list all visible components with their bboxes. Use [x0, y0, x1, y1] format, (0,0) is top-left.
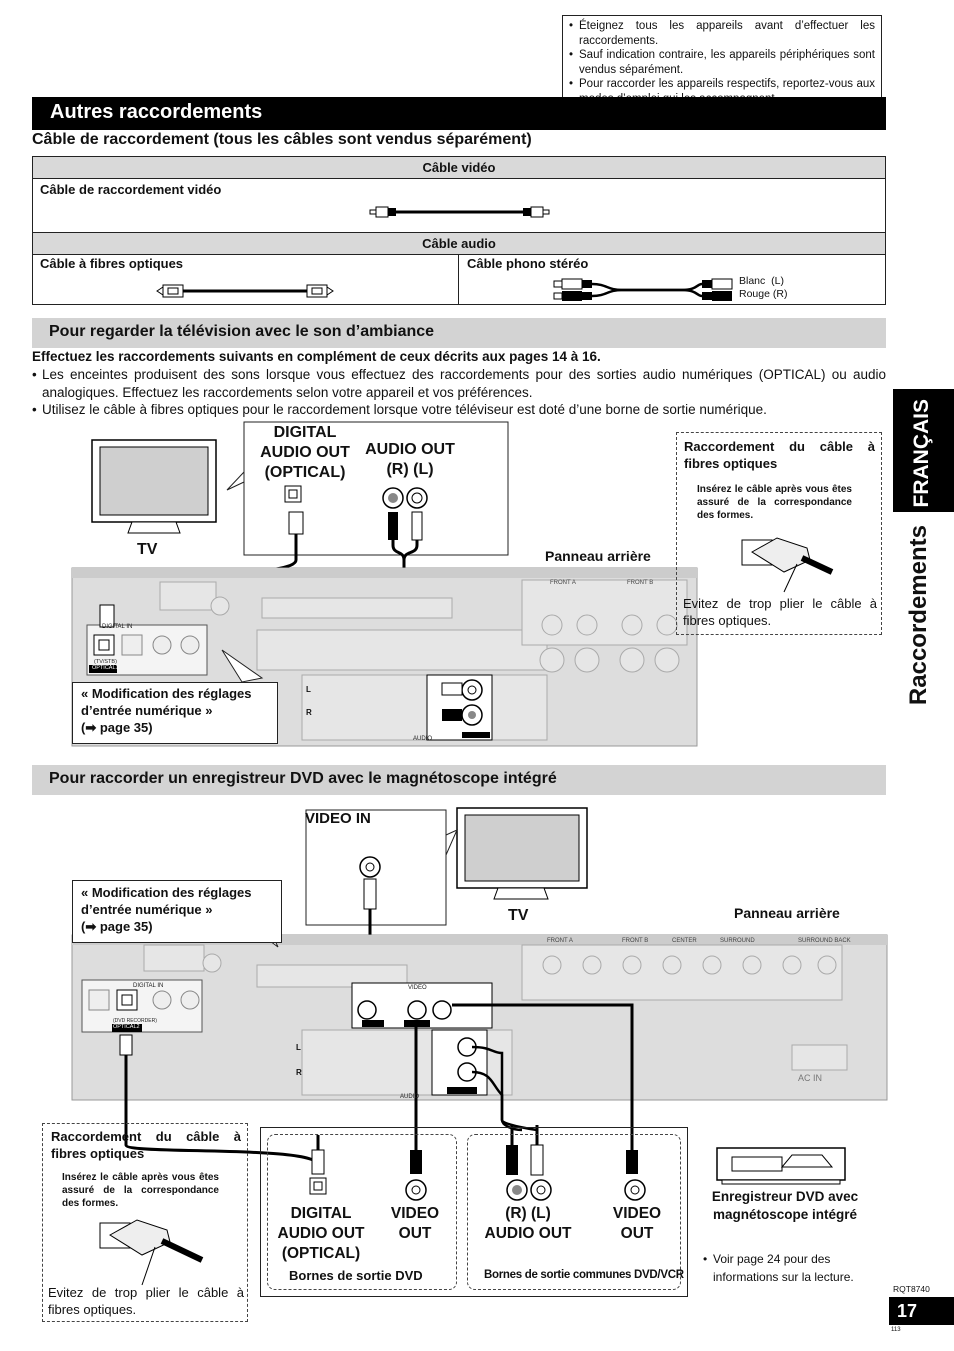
- phono-cable-label: Câble phono stéréo: [467, 256, 589, 271]
- vcr-label: VCR: [437, 1020, 449, 1026]
- video-cable-label: Câble de raccordement vidéo: [40, 182, 222, 197]
- tvstb-label: (TV/STB): [94, 659, 117, 665]
- dvd-digital-out-label: DIGITAL AUDIO OUT (OPTICAL): [277, 1205, 365, 1262]
- common-video-out-label: VIDEO OUT: [612, 1205, 662, 1242]
- dvd-front-a-label: FRONT A: [547, 938, 573, 944]
- dvd-fiber-insert-note: Insérez le câble après vous êtes assuré de la correspondance des formes.: [62, 1172, 219, 1209]
- page-number-tab: [889, 1297, 954, 1325]
- dvd-section-title: Pour raccorder un enregistreur DVD avec le magnétoscope intégré: [49, 770, 557, 787]
- tv-section-header: [32, 318, 886, 348]
- note-item: • Éteignez tous les appareils avant d’effectuer les raccordements.: [579, 19, 875, 48]
- tv-section-title: Pour regarder la télévision avec le son d’ambiance: [49, 323, 435, 340]
- tv-label: TV: [137, 541, 158, 558]
- footer-small: 113: [891, 1327, 901, 1333]
- tv-digital-out-label: DIGITAL AUDIO OUT (OPTICAL): [260, 424, 350, 481]
- language-tab: [893, 389, 954, 512]
- dvd-r-label: R: [296, 1068, 302, 1077]
- audio-label: AUDIO: [413, 736, 433, 742]
- video-panel-label: VIDEO: [408, 985, 427, 991]
- front-a-label: FRONT A: [550, 580, 576, 586]
- video-header: Câble vidéo: [33, 157, 885, 179]
- note-item: • Sauf indication contraire, les appareils périphériques sont vendus séparément.: [579, 48, 875, 77]
- dvd-fiber-title: Raccordement du câble à fibres optiques: [51, 1129, 241, 1161]
- dvdrec-label: (DVD RECORDER): [113, 1018, 157, 1024]
- chapter-label: Raccordements: [905, 525, 932, 706]
- phono-color-legend: Blanc (L) Rouge (R): [739, 275, 788, 300]
- l-label: L: [306, 685, 311, 694]
- tv-bullets: • Les enceintes produisent des sons lorsque vous effectuez des raccordements pour des sorties audio numériques (OPTICAL) ou audio analogiques. Effectuez les raccordements selon votre appareil et vos préférences. • Utilisez le câble à fibres optiques pour le raccordement lorsque votre téléviseur est doté d’une borne de sortie numérique.: [32, 367, 886, 417]
- recorder-label: Enregistreur DVD avec magnétoscope intégré: [711, 1189, 859, 1222]
- dvd-tv-label: TV: [508, 907, 529, 924]
- video-cable-icon: [368, 205, 553, 219]
- fiber-bend-note: Evitez de trop plier le câble à fibres optiques.: [683, 596, 877, 628]
- dvd-fiber-bend-note: Evitez de trop plier le câble à fibres optiques.: [48, 1285, 244, 1317]
- rear-panel-label: Panneau arrière: [545, 548, 651, 564]
- dvd-rear-panel-label: Panneau arrière: [734, 905, 840, 921]
- phono-cable-icon: [552, 277, 737, 305]
- dvd-audio-out-label: (R) (L) AUDIO OUT: [484, 1205, 572, 1242]
- tv-intro: Effectuez les raccordements suivants en complément de ceux décrits aux pages 14 à 16.: [32, 349, 601, 364]
- front-b-label: FRONT B: [627, 580, 654, 586]
- optical-cable-label: Câble à fibres optiques: [40, 256, 184, 271]
- note-item: • Pour raccorder les appareils respectifs, reportez-vous aux: [579, 77, 875, 106]
- surround-back-label: SURROUND BACK: [798, 938, 851, 944]
- common-outputs-label: Bornes de sortie communes DVD/VCR: [484, 1269, 684, 1281]
- doc-code: RQT8740: [893, 1284, 930, 1294]
- tv-settings-callout: « Modification des réglages d’entrée numérique » (➡ page 35): [72, 682, 278, 744]
- dvd-audio-label: AUDIO: [400, 1094, 420, 1100]
- dvd-l-label: L: [296, 1043, 301, 1052]
- fiber-box-dvd: [42, 1123, 248, 1322]
- tv-audio-out-label: AUDIO OUT (R) (L): [365, 441, 455, 478]
- page-number: 17: [897, 1301, 918, 1321]
- dvd-settings-callout: « Modification des réglages d’entrée numérique » (➡ page 35): [72, 880, 282, 943]
- language-label: FRANÇAIS: [910, 399, 933, 508]
- cable-table: [32, 156, 886, 305]
- dvd-outputs-label: Bornes de sortie DVD: [289, 1268, 423, 1283]
- tv-bullet: Les enceintes produisent des sons lorsque vous effectuez des raccordements pour des sorties audio numériques (OPTICAL) ou audio analogiques. Effectuez les raccordements selon votre appareil et vos préférences.: [42, 367, 886, 400]
- digital-in-label: DIGITAL IN: [102, 624, 133, 630]
- fiber-box-tv: [676, 432, 882, 635]
- r-label: R: [306, 708, 312, 717]
- tv-bullet: Utilisez le câble à fibres optiques pour le raccordement lorsque votre téléviseur est doté d’une borne de sortie numérique.: [42, 402, 767, 417]
- audio-header: Câble audio: [33, 232, 885, 255]
- dvd-front-b-label: FRONT B: [622, 938, 649, 944]
- fiber-title: Raccordement du câble à fibres optiques: [684, 439, 875, 471]
- cable-heading: Câble de raccordement (tous les câbles sont vendus séparément): [32, 131, 532, 148]
- section-header: [32, 97, 886, 130]
- section-title: Autres raccordements: [50, 101, 263, 123]
- dvd-digital-in-label: DIGITAL IN: [133, 983, 164, 989]
- fiber-insert-note: Insérez le câble après vous êtes assuré de la correspondance des formes.: [697, 484, 852, 521]
- optical-cable-icon: [155, 284, 337, 298]
- video-in-label: VIDEO IN: [305, 810, 371, 827]
- dvd-video-out-label: VIDEO OUT: [390, 1205, 440, 1242]
- see-page-note: • Voir page 24 pour des informations sur la lecture.: [703, 1252, 854, 1284]
- dvd-section-header: [32, 765, 886, 795]
- optical2-label: OPTICAL2: [113, 1024, 140, 1030]
- surround-label: SURROUND: [720, 938, 755, 944]
- optical1-label: OPTICAL1: [92, 665, 119, 671]
- ac-in-label: AC IN: [798, 1073, 823, 1083]
- center-label: CENTER: [672, 938, 697, 944]
